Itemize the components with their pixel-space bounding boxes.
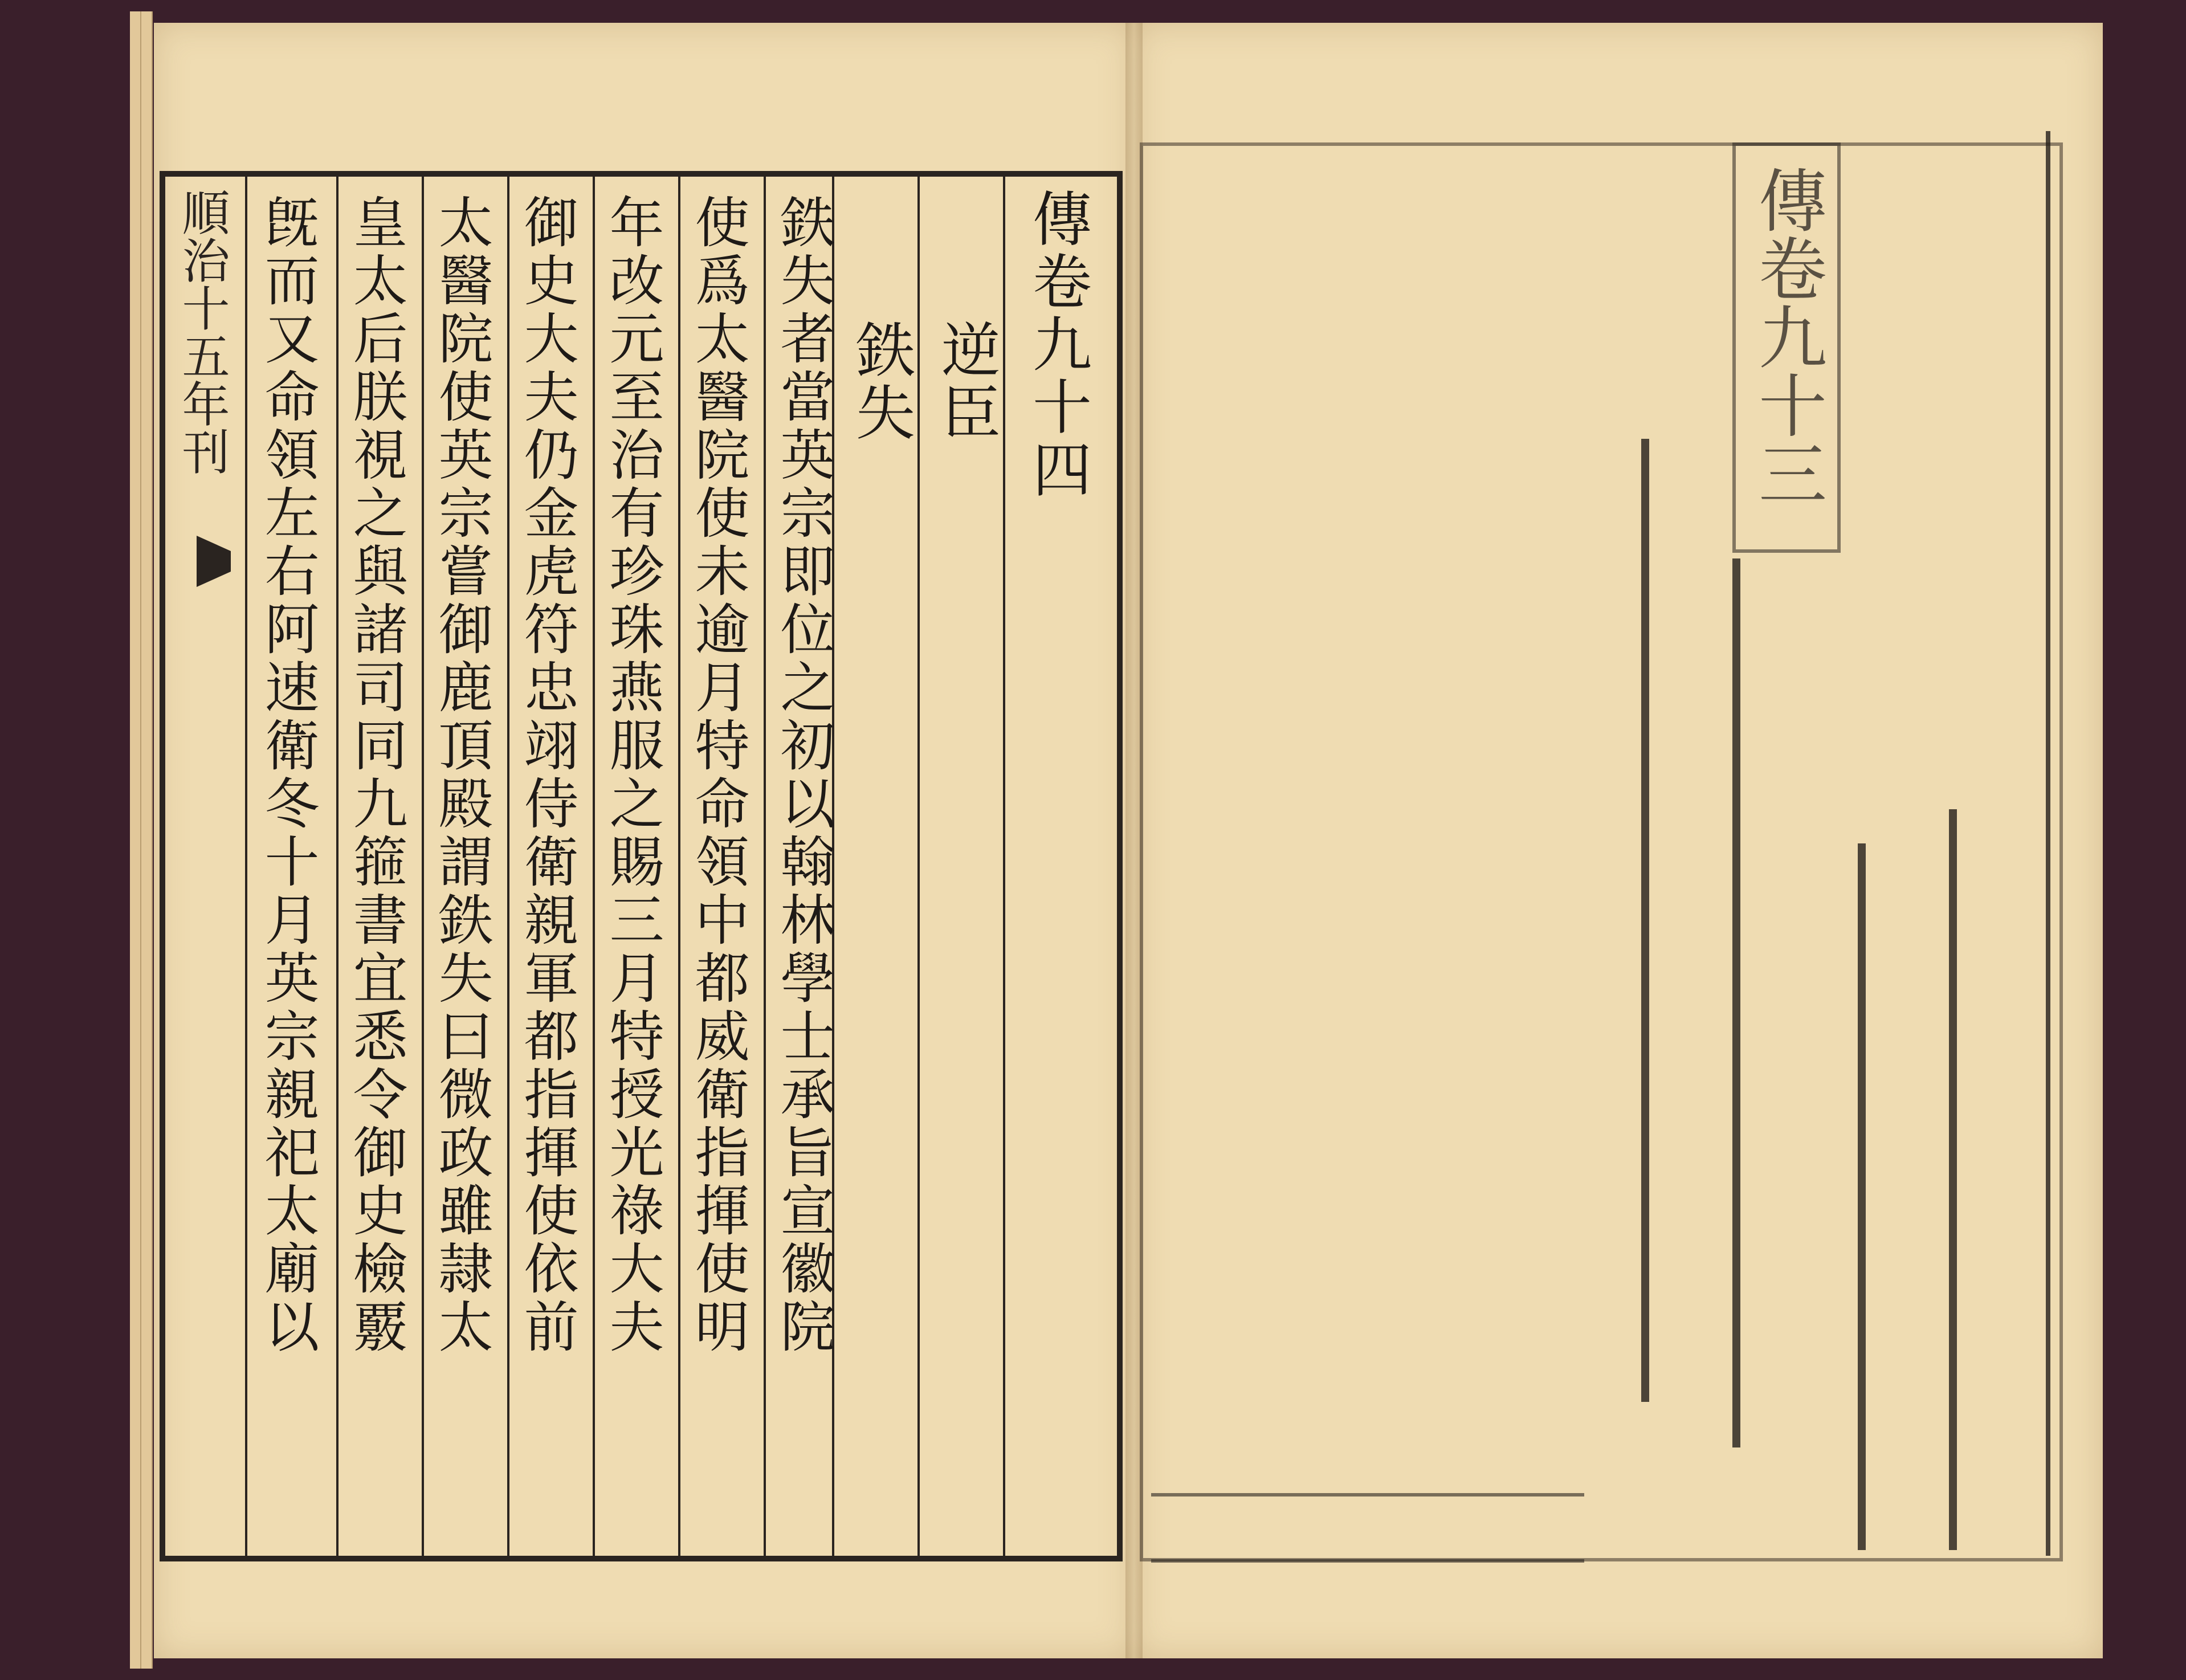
section-heading: 逆臣 <box>931 319 1001 445</box>
text-column: 年改元至治有珍珠燕服之賜三月特授光祿大夫 <box>601 194 664 1356</box>
text-column: 旣而又命領左右阿速衛冬十月英宗親祀太廟以 <box>256 194 320 1356</box>
column-rule <box>764 177 766 1556</box>
right-page-frame <box>1140 142 2063 1561</box>
column-rule <box>422 177 424 1556</box>
right-column-rule <box>2046 131 2050 1556</box>
right-page-footer <box>1151 1493 1584 1563</box>
text-column: 御史大夫仍金虎符忠翊侍衛親軍都指揮使依前 <box>515 194 579 1356</box>
right-page-title: 傳卷九十三 <box>1747 165 1826 507</box>
right-column-rule <box>1641 439 1649 1402</box>
page-stack-edge <box>130 11 141 1669</box>
column-rule <box>593 177 595 1556</box>
right-column-rule <box>1858 843 1866 1550</box>
column-rule <box>507 177 509 1556</box>
column-rule <box>1003 177 1005 1556</box>
right-column-rule <box>1732 558 1740 1447</box>
text-column: 鉄失者當英宗即位之初以翰林學士承旨宣徽院 <box>772 194 835 1356</box>
text-column: 皇太后朕視之與諸司同九箍書宜悉令御史檢覈 <box>344 194 408 1356</box>
chapter-title: 傳卷九十四 <box>1022 188 1092 501</box>
text-column: 使爲太醫院使未逾月特命領中都威衛指揮使明 <box>686 194 750 1356</box>
biography-name: 鉄失 <box>846 319 915 445</box>
edition-margin-text: 順治十五年刊 <box>174 188 230 475</box>
column-rule <box>336 177 338 1556</box>
column-rule <box>917 177 920 1556</box>
column-rule <box>245 177 247 1556</box>
text-column: 太醫院使英宗嘗御鹿頂殿謂鉄失曰微政雖隷太 <box>430 194 494 1356</box>
column-rule <box>678 177 680 1556</box>
right-column-rule <box>1949 809 1957 1550</box>
page-stack-edge <box>141 11 153 1669</box>
